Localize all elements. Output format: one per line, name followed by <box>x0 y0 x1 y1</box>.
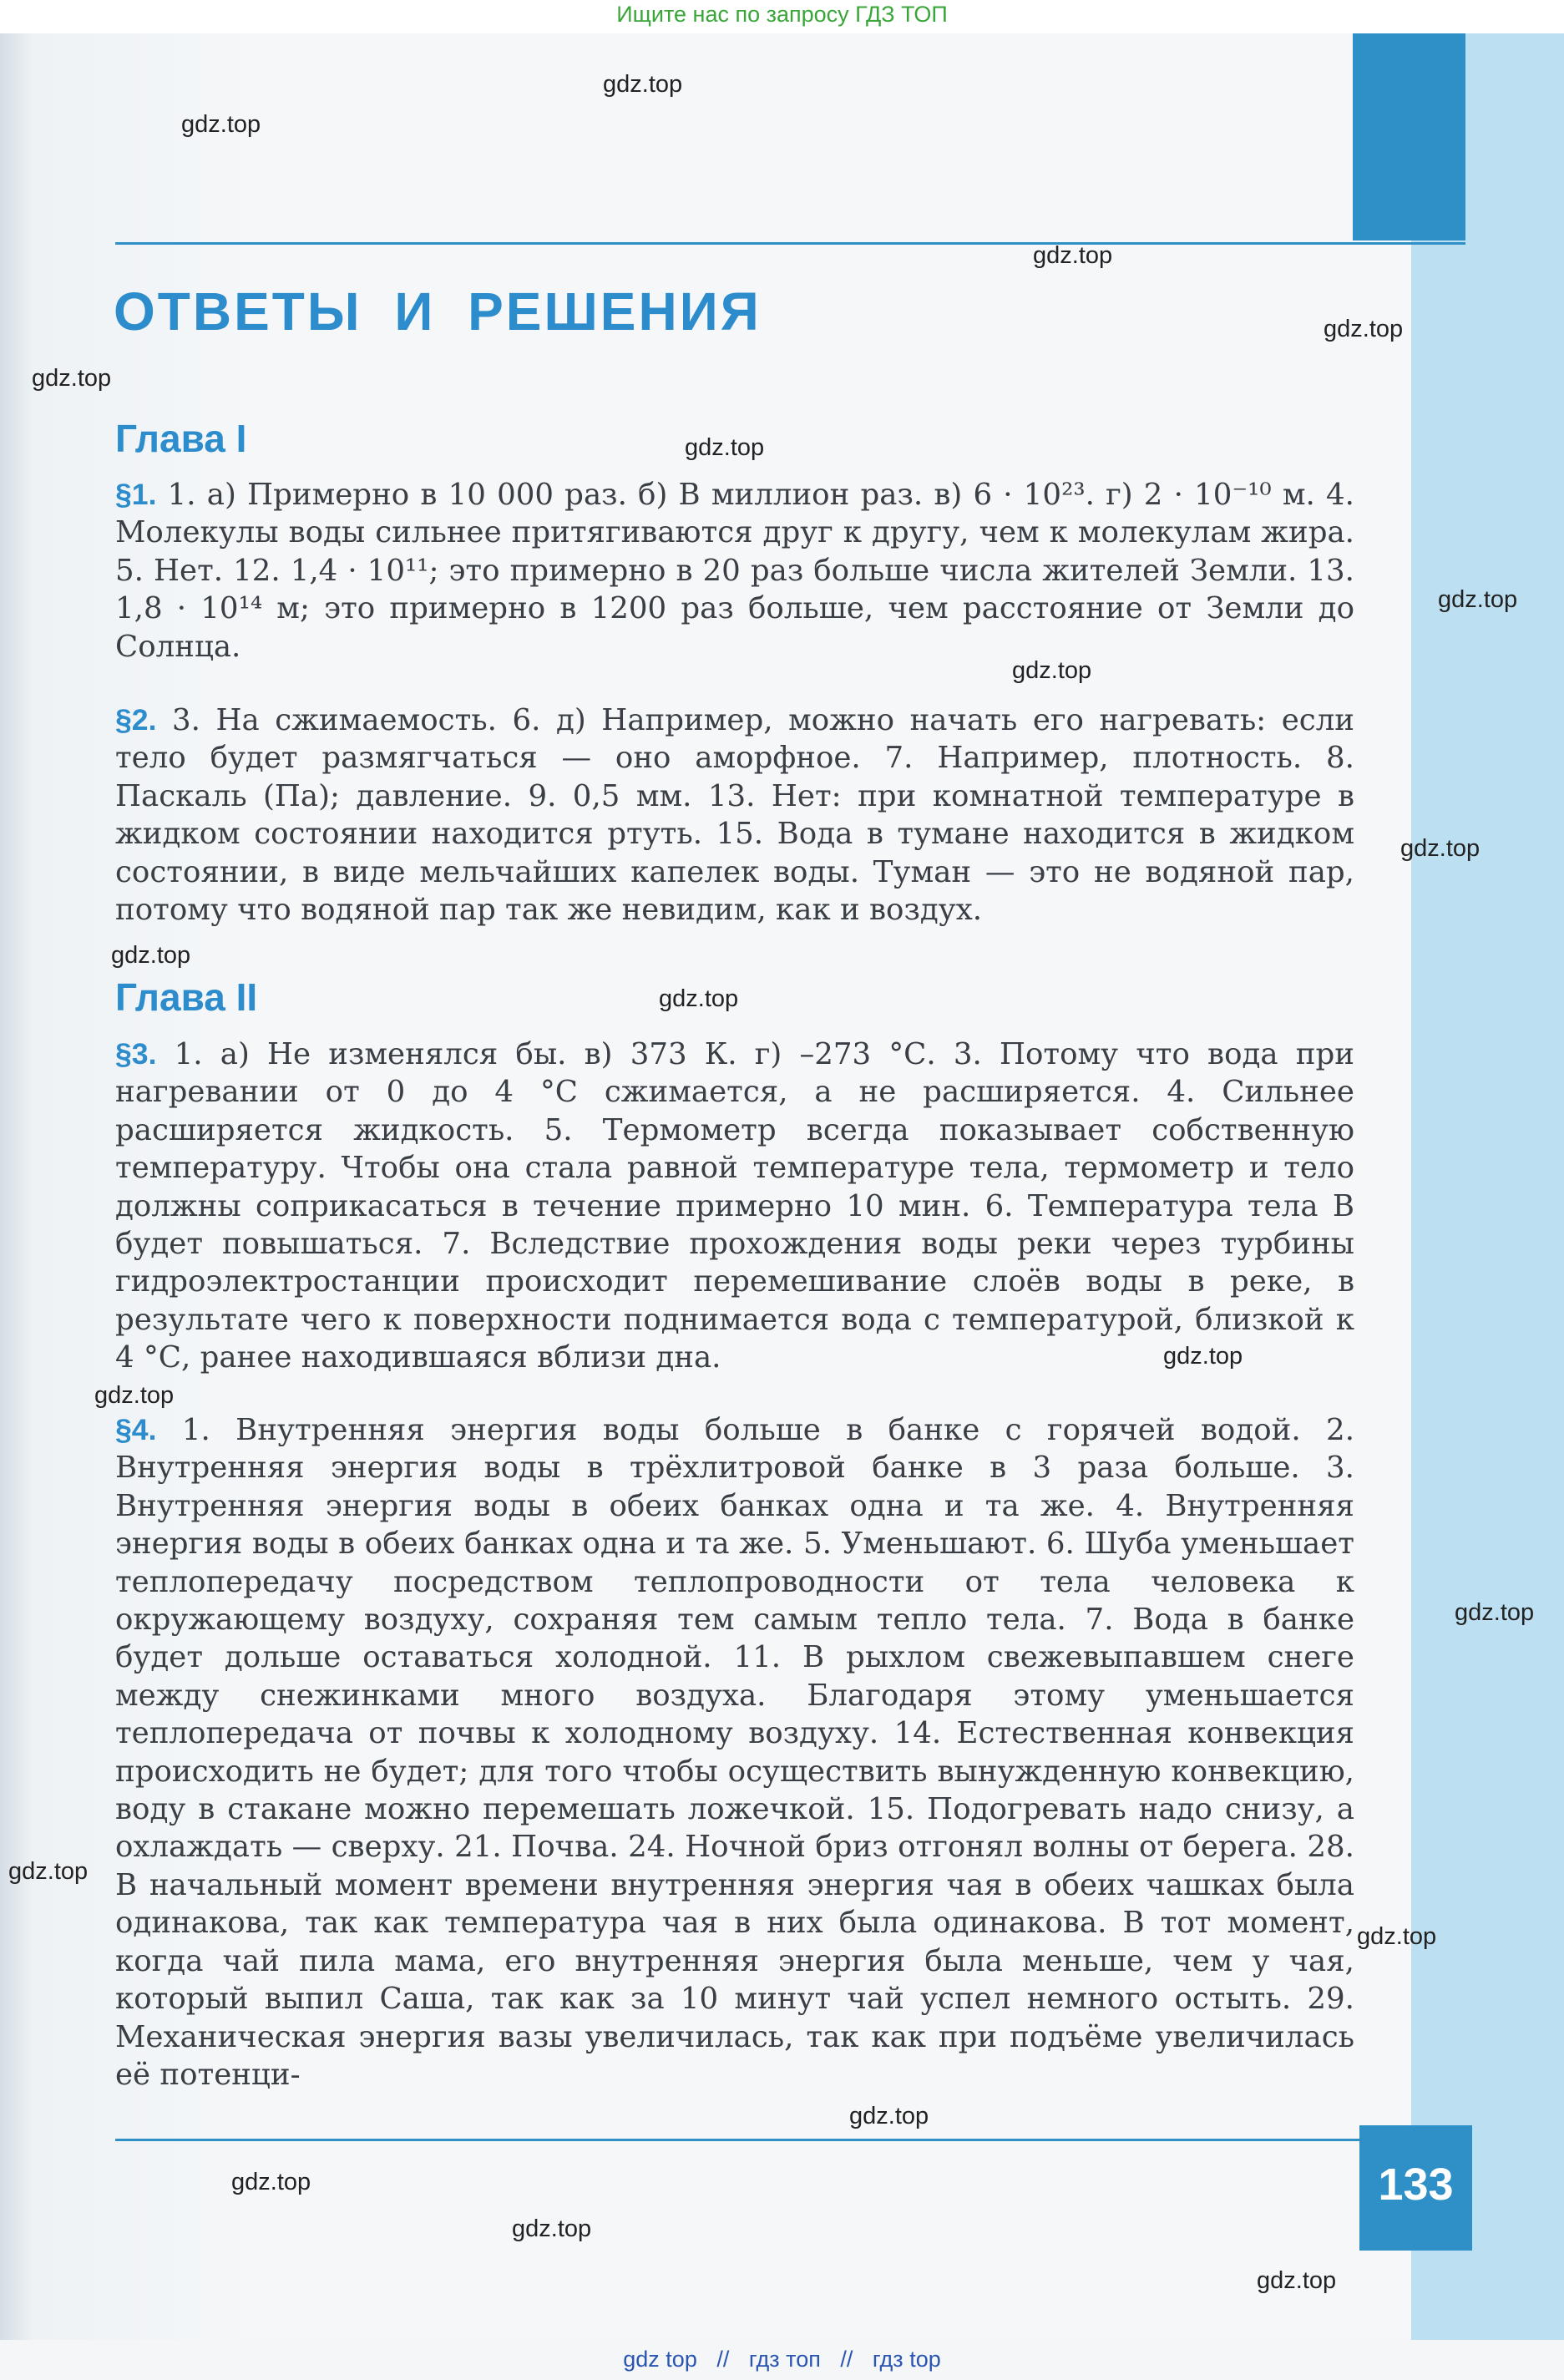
page-title: ОТВЕТЫ И РЕШЕНИЯ <box>114 281 762 342</box>
section-1-text: 1. а) Примерно в 10 000 раз. б) В миллион раз. в) 6 · 10²³. г) 2 · 10⁻¹⁰ м. 4. Молекулы воды сильнее притягиваются друг к другу, чем к молекулам жира. 5. Нет. 12. 1,4 · 10¹¹; это примерно в 20 раз больше числа жителей Земли. 13. 1,8 · 10¹⁴ м; это примерно в 1200 раз больше, чем расстояние от Земли до Солнца. <box>115 478 1354 664</box>
footer-separator: // <box>840 2347 853 2372</box>
footer-link-gdz-top-mixed[interactable]: гдз top <box>872 2347 941 2372</box>
footer-link-gdz-top-ru[interactable]: гдз топ <box>748 2347 821 2372</box>
watermark: gdz.top <box>1455 1599 1535 1626</box>
top-divider <box>115 242 1465 245</box>
page-corner-block <box>1353 33 1465 241</box>
watermark: gdz.top <box>8 1858 89 1885</box>
section-4-label: §4. <box>115 1413 157 1446</box>
section-3-label: §3. <box>115 1037 157 1071</box>
watermark: gdz.top <box>1438 586 1518 613</box>
section-4-text: 1. Внутренняя энергия воды больше в банке с горячей водой. 2. Внутренняя энергия воды в трёхлитровой банке в 3 раза больше. 3. Внутренняя энергия воды в обеих банках одна и та же. 4. Внутренняя энергия воды в обеих банках одна и та же. 5. Уменьшают. 6. Шуба уменьшает теплопередачу посредством теплопроводности от тела человека к окружающему воздуху, сохраняя тем самым тепло тела. 7. Вода в банке будет дольше оставаться холодной. 11. В рыхлом свежевыпавшем снеге между снежинками много воздуха. Благодаря этому уменьшается теплопередача от почвы к холодному воздуху. 14. Естественная конвекция происходить не будет; для того чтобы осуществить вынужденную конвекцию, воду в стакане можно перемешать ложечкой. 15. Подогревать надо снизу, а охлаждать — сверху. 21. Почва. 24. Ночной бриз отгонял волны от берега. 28. В начальный момент времени внутренняя энергия чая в обеих чашках была одинакова, так как температура чая в них была одинакова. В тот момент, когда чай пила мама, его внутренняя энергия была меньше, чем у чая, который выпил Саша, так как за 10 минут чай успел немного остыть. 29. Механическая энергия вазы увеличилась, так как при подъёме увеличилась её потенци- <box>115 1413 1354 2092</box>
top-banner-bar <box>0 0 1564 33</box>
watermark: gdz.top <box>1324 316 1404 342</box>
watermark: gdz.top <box>603 71 683 98</box>
section-4-paragraph <box>115 1411 1354 2094</box>
page-number: 133 <box>1359 2125 1472 2251</box>
watermark: gdz.top <box>1163 1343 1243 1370</box>
watermark: gdz.top <box>231 2169 311 2195</box>
section-1-label: §1. <box>115 478 157 511</box>
watermark: gdz.top <box>1357 1923 1437 1950</box>
watermark: gdz.top <box>512 2215 592 2242</box>
watermark: gdz.top <box>849 2103 929 2129</box>
section-3-text: 1. а) Не изменялся бы. в) 373 К. г) –273 °С. 3. Потому что вода при нагревании от 0 до 4 °С сжимается, а не расширяется. 4. Сильнее расширяется жидкость. 5. Термометр всегда показывает собственную температуру. Чтобы она стала равной температуре тела, термометр и тело должны соприкасаться в течение примерно 10 мин. 6. Температура тела B будет повышаться. 7. Вследствие прохождения воды реки через турбины гидроэлектростанции происходит перемешивание слоёв воды в реке, в результате чего к поверхности поднимается вода с температурой, близкой к 4 °С, ранее находившаяся вблизи дна. <box>115 1037 1354 1375</box>
section-2-text: 3. На сжимаемость. 6. д) Например, можно начать его нагревать: если тело будет размягчаться — оно аморфное. 7. Например, плотность. 8. Паскаль (Па); давление. 9. 0,5 мм. 13. Нет: при комнатной температуре в жидком состоянии находится ртуть. 15. Вода в тумане находится в жидком состоянии, в виде мельчайших капелек воды. Туман — это не водяной пар, потому что водяной пар так же невидим, как и воздух. <box>115 703 1355 928</box>
watermark: gdz.top <box>111 942 191 969</box>
top-banner-text[interactable]: Ищите нас по запросу ГДЗ ТОП <box>616 2 948 27</box>
section-3-paragraph <box>115 1036 1354 1377</box>
section-1-paragraph <box>115 476 1354 666</box>
section-2-label: §2. <box>115 703 157 737</box>
footer-link-gdz-top[interactable]: gdz top <box>623 2347 697 2372</box>
watermark: gdz.top <box>1257 2267 1337 2294</box>
page-side-band <box>1411 33 1564 2340</box>
chapter-2-heading: Глава II <box>115 975 258 1019</box>
watermark: gdz.top <box>685 434 765 461</box>
watermark: gdz.top <box>181 111 261 138</box>
watermark: gdz.top <box>94 1382 175 1409</box>
footer-links <box>0 2347 1564 2372</box>
chapter-1-heading: Глава I <box>115 417 247 460</box>
section-2-paragraph <box>115 701 1354 929</box>
watermark: gdz.top <box>1033 242 1113 269</box>
footer-separator: // <box>716 2347 730 2372</box>
bottom-divider <box>115 2139 1359 2141</box>
watermark: gdz.top <box>1400 835 1480 862</box>
watermark: gdz.top <box>1012 657 1092 684</box>
watermark: gdz.top <box>659 985 739 1012</box>
watermark: gdz.top <box>32 365 112 392</box>
